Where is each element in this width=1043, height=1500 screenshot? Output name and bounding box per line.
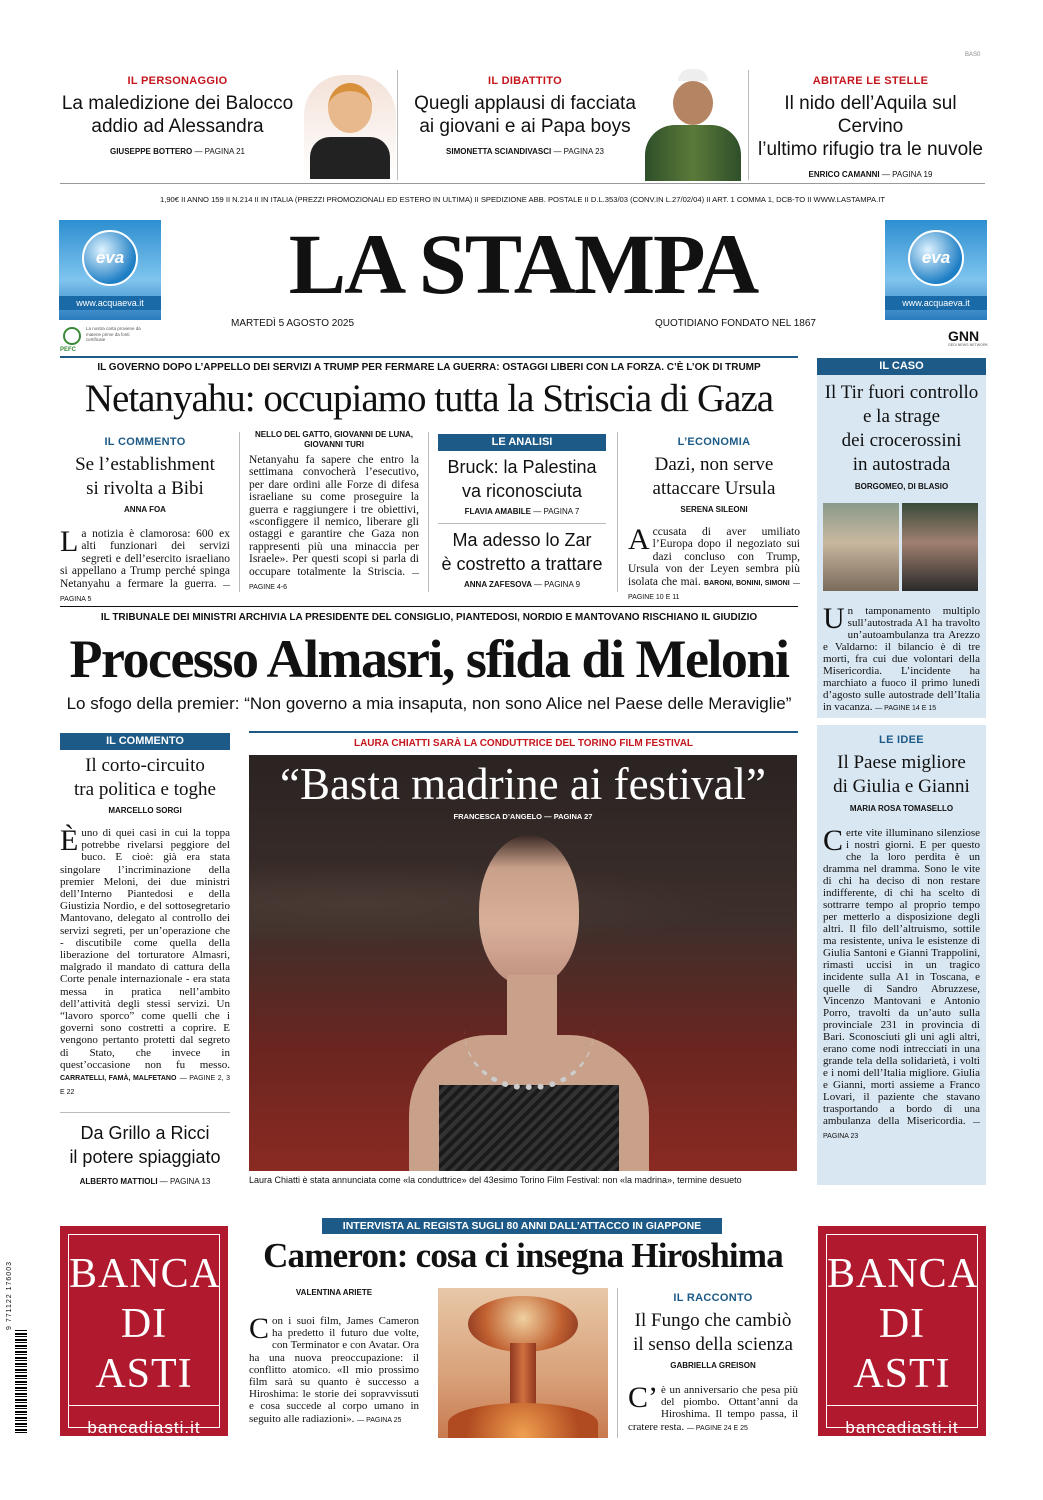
commento-kicker: IL COMMENTO: [104, 436, 186, 448]
title-line: Il Paese migliore: [837, 752, 966, 773]
portrait-balocco: [304, 75, 396, 180]
masthead-title[interactable]: LA STAMPA: [288, 216, 758, 312]
commento-page: — PAGINA 5: [60, 581, 230, 604]
title-line: Il Fungo che cambiò: [634, 1310, 792, 1331]
teaser-title-line: ai giovani e ai Papa boys: [419, 116, 631, 137]
racconto-body: C’è un anniversario che pesa più del piombo. Ottant’anni da Hiroshima. Il tempo passa, il cratere resta.: [628, 1381, 798, 1433]
festival-author: FRANCESCA D’ANGELO: [453, 812, 543, 821]
masthead-date: MARTEDÌ 5 AGOSTO 2025: [231, 318, 355, 329]
eva-url: www.acquaeva.it: [885, 296, 987, 310]
hiroshima-body: Con i suoi film, James Cameron ha predetto il futuro due volte, con Terminator e con Avatar. Ora ha una nuova preoccupazione: il conflitto atomico. «Il mio prossimo film sarà su quanto è successo a Hiroshima: le storie dei sopravvissuti e cosa succede al corpo umano in seguito alle radiazioni».: [249, 1312, 419, 1425]
hiroshima-page: — PAGINA 25: [357, 1416, 402, 1424]
teaser-title-line: l’ultimo rifugio tra le nuvole: [758, 139, 983, 160]
top-teasers: [60, 75, 985, 179]
teaser-title: [405, 92, 645, 138]
analisi-title-1: [438, 455, 606, 503]
news-page: — PAGINE 4-6: [249, 569, 419, 592]
idee-kicker: LE IDEE: [879, 734, 924, 746]
caso-title: [817, 381, 986, 477]
portrait-papa: [643, 69, 743, 181]
title-line: tra politica e toghe: [74, 779, 216, 800]
gaza-kicker: IL GOVERNO DOPO L’APPELLO DEI SERVIZI A TRUMP PER FERMARE LA GUERRA: OSTAGGI LIBERI CON LA FORZA. C’È L’OK DI TRUMP: [97, 362, 761, 373]
almasri-commento[interactable]: [60, 733, 230, 1099]
festival-page: — PAGINA 27: [544, 812, 593, 821]
festival-photo[interactable]: [249, 755, 797, 1171]
teaser-page: — PAGINA 23: [553, 147, 604, 156]
teaser-page: — PAGINA 21: [194, 147, 245, 156]
hiroshima-kicker: INTERVISTA AL REGISTA SUGLI 80 ANNI DALL’ATTACCO IN GIAPPONE: [322, 1218, 722, 1234]
ad-banca-asti-right[interactable]: [818, 1226, 986, 1436]
bank-url: bancadiasti.it: [845, 1418, 959, 1437]
title-line: Se l’establishment: [75, 454, 215, 475]
pefc-label: PEFC: [60, 347, 77, 353]
teaser-title: [60, 92, 295, 138]
economia-author: SERENA SILEONI: [680, 505, 748, 514]
gaza-analisi[interactable]: [438, 434, 606, 589]
photo-gianni: [902, 503, 978, 591]
gnn-note: GEDI NEWS NETWORK: [948, 343, 988, 347]
bank-name: DI ASTI: [95, 1301, 193, 1397]
economia-title: [628, 453, 800, 501]
teaser-kicker: IL DIBATTITO: [488, 75, 562, 87]
photo-face: [479, 835, 579, 985]
ad-eva-left[interactable]: [59, 220, 161, 320]
almasri-kicker: IL TRIBUNALE DEI MINISTRI ARCHIVIA LA PRESIDENTE DEL CONSIGLIO, PIANTEDOSI, NORDIO E MANTOVANO RISCHIANO IL GIUDIZIO: [100, 612, 758, 623]
caso-box[interactable]: [817, 358, 986, 718]
title-line: va riconosciuta: [461, 481, 583, 501]
bank-name: BANCA: [69, 1251, 222, 1297]
title-line: di Giulia e Gianni: [833, 776, 970, 797]
title-line: Bruck: la Palestina: [447, 457, 597, 477]
eva-drop-icon: [82, 230, 138, 286]
teaser-page: — PAGINA 19: [881, 170, 933, 179]
grillo-author: ALBERTO MATTIOLI: [79, 1177, 158, 1186]
gaza-economia[interactable]: [628, 436, 800, 604]
festival-quote: “Basta madrine ai festival”: [279, 759, 767, 809]
caso-page: — PAGINE 14 E 15: [875, 705, 937, 712]
caso-kicker: IL CASO: [817, 358, 986, 375]
masthead-founded: QUOTIDIANO FONDATO NEL 1867: [655, 318, 816, 329]
grillo-page: — PAGINA 13: [159, 1177, 211, 1186]
news-body: Netanyahu fa sapere che entro la settimana convocherà l’esecutivo, per dare ordini alle Forze di difesa israeliane su come proseguire la guerra e raggiungere i tre obiettivi, «sconfiggere il nemico, liberare gli ostaggi e garantire che Gaza non rappresenti più una minaccia per Israele». Per questi scopi si parla di occupare totalmente la Striscia.: [249, 454, 419, 578]
eva-logo: eva: [921, 248, 951, 267]
analisi-kicker: LE ANALISI: [438, 434, 606, 451]
gaza-news[interactable]: [249, 430, 419, 594]
caso-photos: [823, 503, 980, 591]
news-authors: NELLO DEL GATTO, GIOVANNI DE LUNA, GIOVANNI TURI: [254, 430, 414, 449]
teaser-title-line: Quegli applausi di facciata: [414, 93, 636, 114]
title-line: il senso della scienza: [633, 1334, 793, 1355]
commento-author: ANNA FOA: [124, 505, 166, 514]
economia-sig: BARONI, BONINI, SIMONI: [704, 579, 790, 587]
photo-giulia: [823, 503, 899, 591]
racconto-page: — PAGINE 24 E 25: [686, 1424, 748, 1432]
festival-kicker: LAURA CHIATTI SARÀ LA CONDUTTRICE DEL TORINO FILM FESTIVAL: [353, 738, 694, 749]
racconto-title: [628, 1309, 798, 1357]
commento-title: [60, 453, 230, 501]
title-line: dei crocerossini: [841, 430, 962, 451]
teaser-title-line: La maledizione dei Balocco: [61, 93, 294, 114]
grillo-title: [60, 1121, 230, 1169]
caso-author: BORGOMEO, DI BLASIO: [854, 482, 949, 491]
mushroom-cloud-photo: [438, 1288, 608, 1438]
hiroshima-author: VALENTINA ARIETE: [295, 1288, 373, 1297]
teaser-title-line: addio ad Alessandra: [91, 116, 264, 137]
sorgi-body: Èuno di quei casi in cui la toppa potrebbe rivelarsi peggiore del buco. E cioè: già era stata singolare l’incriminazione della premier Meloni, dei due ministri dell’Interno Piantedosi e della Giustizia Nordio, e del sottosegretario Mantovano, delegato al controllo dei servizi segreti, per un’operazione che - discutibile come quella della liberazione del torturatore Almasri, malgrado il mandato di cattura della Corte penale internazionale - era stata messa in pratica nell’ambito dell’attività degli stessi servizi. Un “lavoro sporco” come quelli che i governi sono costretti a coprire. E vengono pertanto protetti dal segreto di Stato, che invece in quest’occasione non fu messo.: [60, 824, 230, 1071]
teaser-kicker: ABITARE LE STELLE: [812, 75, 929, 87]
teaser-author: SIMONETTA SCIANDIVASCI: [446, 147, 552, 156]
ad-eva-right[interactable]: [885, 220, 987, 320]
festival-caption: Laura Chiatti è stata annunciata come «la conduttrice» del 43esimo Torino Film Festival: non «la madrina», termine desueto: [249, 1175, 742, 1185]
teaser-author: GIUSEPPE BOTTERO: [109, 147, 193, 156]
hiroshima-article[interactable]: [249, 1288, 419, 1427]
gaza-commento[interactable]: [60, 436, 230, 606]
bank-name: DI ASTI: [853, 1301, 951, 1397]
analisi-page-2: — PAGINA 9: [533, 580, 581, 589]
commento-body: La notizia è clamorosa: 600 ex alti funzionari dei servizi segreti e dell’esercito israeliano si appellano a Trump perché spinga Netanyahu a fermare la guerra.: [60, 525, 230, 590]
teaser-personaggio[interactable]: [60, 75, 295, 156]
analisi-author-1: FLAVIA AMABILE: [464, 507, 532, 516]
pefc-note: La nostra carta proviene da materie prime da fonti certificate: [86, 326, 141, 342]
title-line: e la strage: [862, 406, 940, 427]
idee-body: Certe vite illuminano silenziose i nostri giorni. E per questo che la loro perdita è un dramma nel dramma. Sono le vite di chi ha deciso di non restare indifferente, di chi ha scelto di sottrarre tempo al proprio tempo per metterlo a disposizione degli altri. Il filo dell’altruismo, sottile ma resistente, univa le esistenze di Giulia Santoni e Gianni Trappolini, rimasti uccisi in un tragico incidente sulla A1 in Toscana, e quelle di Sandro Abruzzese, Vincenzo Mantovani e Antonio Porro, travolti da un’auto sulla provinciale 231 in provincia di Bari. Sconosciuti gli uni agli altri, erano come nodi intrecciati in una grande tela della solidarietà, i volti e i nomi dell’Italia migliore. Giulia e Gianni, morti assieme a Franco Lovari, il paziente che stavano trasportando a bordo di una ambulanza della Misericordia.: [823, 824, 980, 1127]
hiroshima-headline[interactable]: Cameron: cosa ci insegna Hiroshima: [263, 1236, 783, 1275]
title-line: Dazi, non serve: [654, 454, 774, 475]
teaser-dibattito[interactable]: [405, 75, 645, 156]
cloud-base: [448, 1403, 598, 1438]
gnn-logo: GNN: [948, 328, 980, 344]
bank-name: BANCA: [827, 1251, 980, 1297]
analisi-title-2: [438, 528, 606, 576]
title-line: in autostrada: [852, 454, 951, 475]
teaser-title-line: Il nido dell’Aquila sul Cervino: [784, 93, 957, 137]
gaza-headline[interactable]: Netanyahu: occupiamo tutta la Striscia di Gaza: [84, 377, 774, 420]
sorgi-kicker: IL COMMENTO: [60, 733, 230, 750]
photo-dress: [439, 1085, 619, 1171]
title-line: è costretto a trattare: [441, 554, 603, 574]
title-line: Da Grillo a Ricci: [80, 1123, 210, 1143]
ad-banca-asti-left[interactable]: [60, 1226, 228, 1436]
title-line: il potere spiaggiato: [69, 1147, 221, 1167]
economia-kicker: L’ECONOMIA: [677, 436, 751, 448]
eva-logo: eva: [95, 248, 125, 267]
idee-box[interactable]: [817, 725, 986, 1185]
barcode-graphic: [15, 1330, 27, 1435]
pefc-logo: [60, 325, 160, 355]
sorgi-page: — PAGINE 2, 3 E 22: [60, 1075, 231, 1097]
bank-frame: [68, 1234, 222, 1437]
sorgi-title: [60, 754, 230, 802]
analisi-author-2: ANNA ZAFESOVA: [463, 580, 532, 589]
idee-title: [817, 751, 986, 799]
eva-drop-icon: [908, 230, 964, 286]
sorgi-sig: CARRATELLI, FAMÀ, MALFETANO: [60, 1075, 177, 1083]
economia-page: — PAGINE 10 E 11: [628, 579, 800, 602]
barcode: 9 771122 176003: [6, 1261, 13, 1330]
almasri-subhead: Lo sfogo della premier: “Non governo a mia insaputa, non sono Alice nel Paese delle Meraviglie”: [66, 694, 792, 713]
almasri-grillo[interactable]: [60, 1121, 230, 1186]
almasri-headline[interactable]: Processo Almasri, sfida di Meloni: [69, 629, 789, 689]
eva-url: www.acquaeva.it: [59, 296, 161, 310]
corner-code: BAS0: [965, 52, 981, 58]
title-line: Il corto-circuito: [85, 755, 205, 776]
teaser-title: [753, 92, 988, 161]
caso-body: Un tamponamento multiplo sull’autostrada A1 ha travolto un’autoambulanza tra Arezzo e Valdarno: il bilancio è di tre morti, fra cui due volontari della Misericordia. L’incidente ha marchiato a fuoco il primo lunedì d’agosto sulle autostrade dell’Italia in vacanza.: [823, 602, 980, 713]
teaser-kicker: IL PERSONAGGIO: [127, 75, 228, 87]
racconto-kicker: IL RACCONTO: [673, 1292, 753, 1304]
info-line: 1,90€ II ANNO 159 II N.214 II IN ITALIA (PREZZI PROMOZIONALI ED ESTERO IN ULTIMA) II SPEDIZIONE ABB. POSTALE II D.L.353/03 (CONV.IN L.27/02/04) II ART. 1 COMMA 1, DCB-TO II WWW.LASTAMPA.IT: [160, 195, 885, 204]
analisi-page-1: — PAGINA 7: [533, 507, 580, 516]
title-line: attaccare Ursula: [652, 478, 776, 499]
racconto-author: GABRIELLA GREISON: [670, 1361, 756, 1370]
economia-body: Accusata di aver umiliato l’Europa dopo il negoziato sui dazi concluso con Trump, Ursula von der Leyen sembra più isolata che mai.: [628, 523, 800, 588]
pefc-icon: [63, 327, 81, 345]
sorgi-author: MARCELLO SORGI: [108, 806, 182, 815]
teaser-author: ENRICO CAMANNI: [808, 170, 880, 179]
bank-url: bancadiasti.it: [87, 1418, 201, 1437]
idee-page: — PAGINA 23: [823, 1119, 980, 1140]
teaser-stelle[interactable]: [753, 75, 988, 179]
idee-author: MARIA ROSA TOMASELLO: [849, 804, 954, 813]
bank-frame: [826, 1234, 980, 1437]
title-line: Ma adesso lo Zar: [452, 530, 592, 550]
title-line: si rivolta a Bibi: [86, 478, 204, 499]
title-line: Il Tir fuori controllo: [824, 382, 979, 403]
hiroshima-racconto[interactable]: [628, 1292, 798, 1435]
